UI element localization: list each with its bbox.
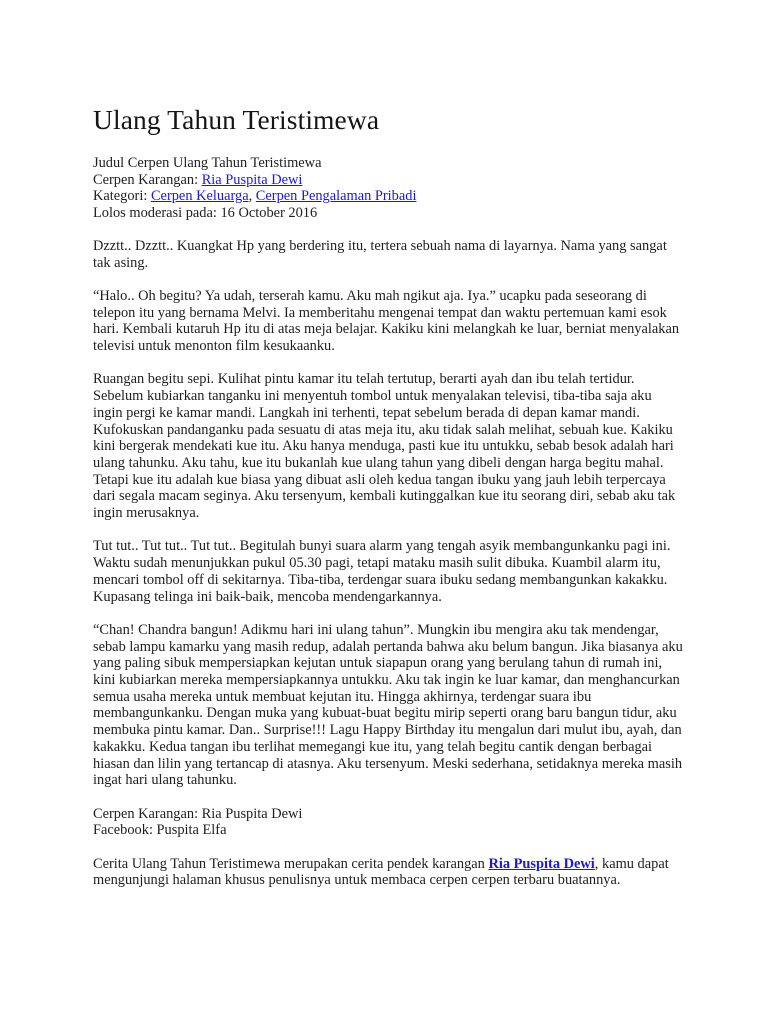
credits-author: Cerpen Karangan: Ria Puspita Dewi: [93, 805, 303, 822]
meta-karangan-label: Cerpen Karangan:: [93, 171, 202, 188]
story-meta: [93, 155, 683, 222]
meta-lolos: Lolos moderasi pada: 16 October 2016: [93, 205, 318, 222]
story-credits: [93, 806, 683, 839]
story-paragraph: “Halo.. Oh begitu? Ya udah, terserah kamu. Aku mah ngikut aja. Iya.” ucapku pada seseorang di telepon itu yang bernama Melvi. Ia memberitahu mengenai tempat dan waktu pertemuan kami esok hari. Kembali kutaruh Hp itu di atas meja belajar. Kakiku kini melangkah ke luar, berniat menyalakan televisi untuk menonton film kesukaanku.: [93, 287, 680, 355]
footer-text-after: , kamu dapat mengunjungi halaman khusus penulisnya untuk membaca cerpen cerpen terbaru buatannya.: [93, 855, 669, 889]
footer-author-link[interactable]: Ria Puspita Dewi: [488, 855, 595, 872]
meta-judul: Judul Cerpen Ulang Tahun Teristimewa: [93, 155, 322, 171]
meta-karangan: [93, 172, 683, 189]
author-link[interactable]: Ria Puspita Dewi: [201, 171, 303, 188]
story-body: [93, 238, 683, 789]
story-paragraph: “Chan! Chandra bangun! Adikmu hari ini ulang tahun”. Mungkin ibu mengira aku tak mendengar, sebab lampu kamarku yang masih redup, adalah pertanda bahwa aku belum bangun. Jika biasanya aku yang paling sibuk mempersiapkan kejutan untuk siapapun orang yang berulang tahun di rumah ini, kini kubiarkan mereka mempersiapkannya untukku. Aku tak ingin ke luar kamar, dan menghancurkan semua usaha mereka untuk membuat kejutan itu. Hingga akhirnya, terdengar suara ibu membangunkanku. Dengan muka yang kubuat-buat begitu mirip seperti orang baru bangun tidur, aku membuka pintu kamar. Dan.. Surprise!!! Lagu Happy Birthday itu mengalun dari mulut ibu, ayah, dan kakakku. Kedua tangan ibu terlihat memegangi kue itu, yang telah begitu cantik dengan berbagai hiasan dan lilin yang tertancap di atasnya. Aku tersenyum. Meski sederhana, setidaknya mereka masih ingat hari ulang tahunku.: [93, 621, 683, 789]
story-paragraph: Ruangan begitu sepi. Kulihat pintu kamar itu telah tertutup, berarti ayah dan ibu telah tertidur. Sebelum kubiarkan tanganku ini menyentuh tombol untuk menyalakan televisi, tiba-tiba saja aku ingin pergi ke kamar mandi. Langkah ini terhenti, tepat sebelum berada di depan kamar mandi. Kufokuskan pandanganku pada sesuatu di atas meja itu, aku tidak salah melihat, sebuah kue. Kakiku kini bergerak mendekati kue itu. Aku hanya menduga, pasti kue itu untukku, sebab besok adalah hari ulang tahunku. Aku tahu, kue itu bukanlah kue ulang tahun yang dibeli dengan harga begitu mahal. Tetapi kue itu adalah kue biasa yang dibuat asli oleh kedua tangan ibuku yang jauh lebih terpercaya dari segala macam seginya. Aku tersenyum, kembali kutinggalkan kue itu seorang diri, sebab aku tak ingin merusaknya.: [93, 371, 676, 522]
category-link-keluarga[interactable]: Cerpen Keluarga: [150, 188, 249, 205]
category-link-pengalaman[interactable]: Cerpen Pengalaman Pribadi: [255, 188, 417, 205]
page-title: Ulang Tahun Teristimewa: [93, 104, 380, 135]
story-paragraph: Tut tut.. Tut tut.. Tut tut.. Begitulah bunyi suara alarm yang tengah asyik membangunkanku pagi ini. Waktu sudah menunjukkan pukul 05.30 pagi, tetapi mataku masih sulit dibuka. Kuambil alarm itu, mencari tombol off di sekitarnya. Tiba-tiba, terdengar suara ibuku sedang membangunkan kakakku. Kupasang telinga ini baik-baik, mencoba mendengarkannya.: [93, 538, 671, 605]
category-separator: ,: [248, 188, 256, 205]
document-page: [93, 104, 683, 906]
credits-facebook: Facebook: Puspita Elfa: [93, 822, 227, 839]
footer-text-before: Cerita Ulang Tahun Teristimewa merupakan cerita pendek karangan: [93, 855, 489, 872]
meta-kategori: [93, 188, 683, 205]
story-paragraph: Dzztt.. Dzztt.. Kuangkat Hp yang berdering itu, tertera sebuah nama di layarnya. Nama yang sangat tak asing.: [93, 237, 667, 271]
footer-note: [93, 856, 683, 889]
meta-kategori-label: Kategori:: [93, 188, 151, 205]
